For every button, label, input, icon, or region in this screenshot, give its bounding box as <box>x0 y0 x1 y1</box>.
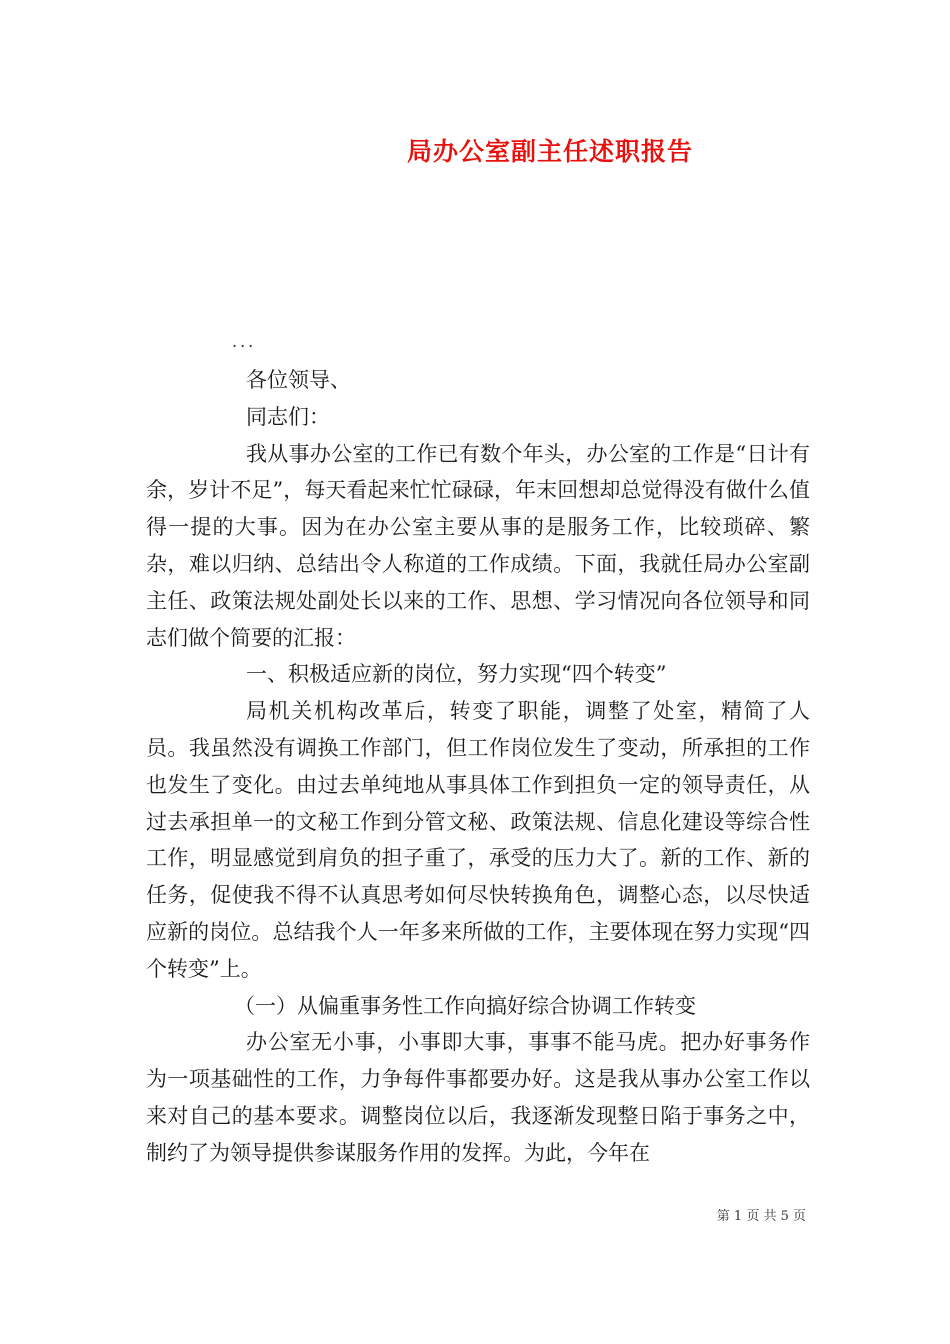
ellipsis-mark: ... <box>232 332 257 351</box>
salutation-line: 各位领导、 <box>246 368 351 392</box>
paragraph: 我从事办公室的工作已有数个年头，办公室的工作是“日计有余，岁计不足”，每天看起来忙忙碌碌，年末回想却总觉得没有做什么值得一提的大事。因为在办公室主要从事的是服务工作，比较琐碎、繁杂，难以归纳、总结出令人称道的工作成绩。下面，我就任局办公室副主任、政策法规处副处长以来的工作、思想、学习情况向各位领导和同志们做个简要的汇报： <box>146 441 810 650</box>
paragraph: 办公室无小事，小事即大事，事事不能马虎。把办好事务作为一项基础性的工作，力争每件事都要办好。这是我从事办公室工作以来对自己的基本要求。调整岗位以后，我逐渐发现整日陷于事务之中，制约了为领导提供参谋服务作用的发挥。为此，今年在 <box>146 1030 810 1165</box>
section-heading: 一、积极适应新的岗位，努力实现“四个转变” <box>246 662 667 687</box>
paragraph: 局机关机构改革后，转变了职能，调整了处室，精简了人员。我虽然没有调换工作部门，但工作岗位发生了变动，所承担的工作也发生了变化。由过去单纯地从事具体工作到担负一定的领导责任，从过去承担单一的文秘工作到分管文秘、政策法规、信息化建设等综合性工作，明显感觉到肩负的担子重了，承受的压力大了。新的工作、新的任务，促使我不得不认真思考如何尽快转换角色，调整心态，以尽快适应新的岗位。总结我个人一年多来所做的工作，主要体现在努力实现“四个转变”上。 <box>146 699 810 981</box>
subsection-heading: （一）从偏重事务性工作向搞好综合协调工作转变 <box>234 993 696 1018</box>
document-title: 局办公室副主任述职报告 <box>406 137 693 166</box>
document-body <box>146 362 810 1172</box>
page-footer: 第 1 页 共 5 页 <box>716 1209 806 1224</box>
salutation-line: 同志们： <box>246 404 330 429</box>
